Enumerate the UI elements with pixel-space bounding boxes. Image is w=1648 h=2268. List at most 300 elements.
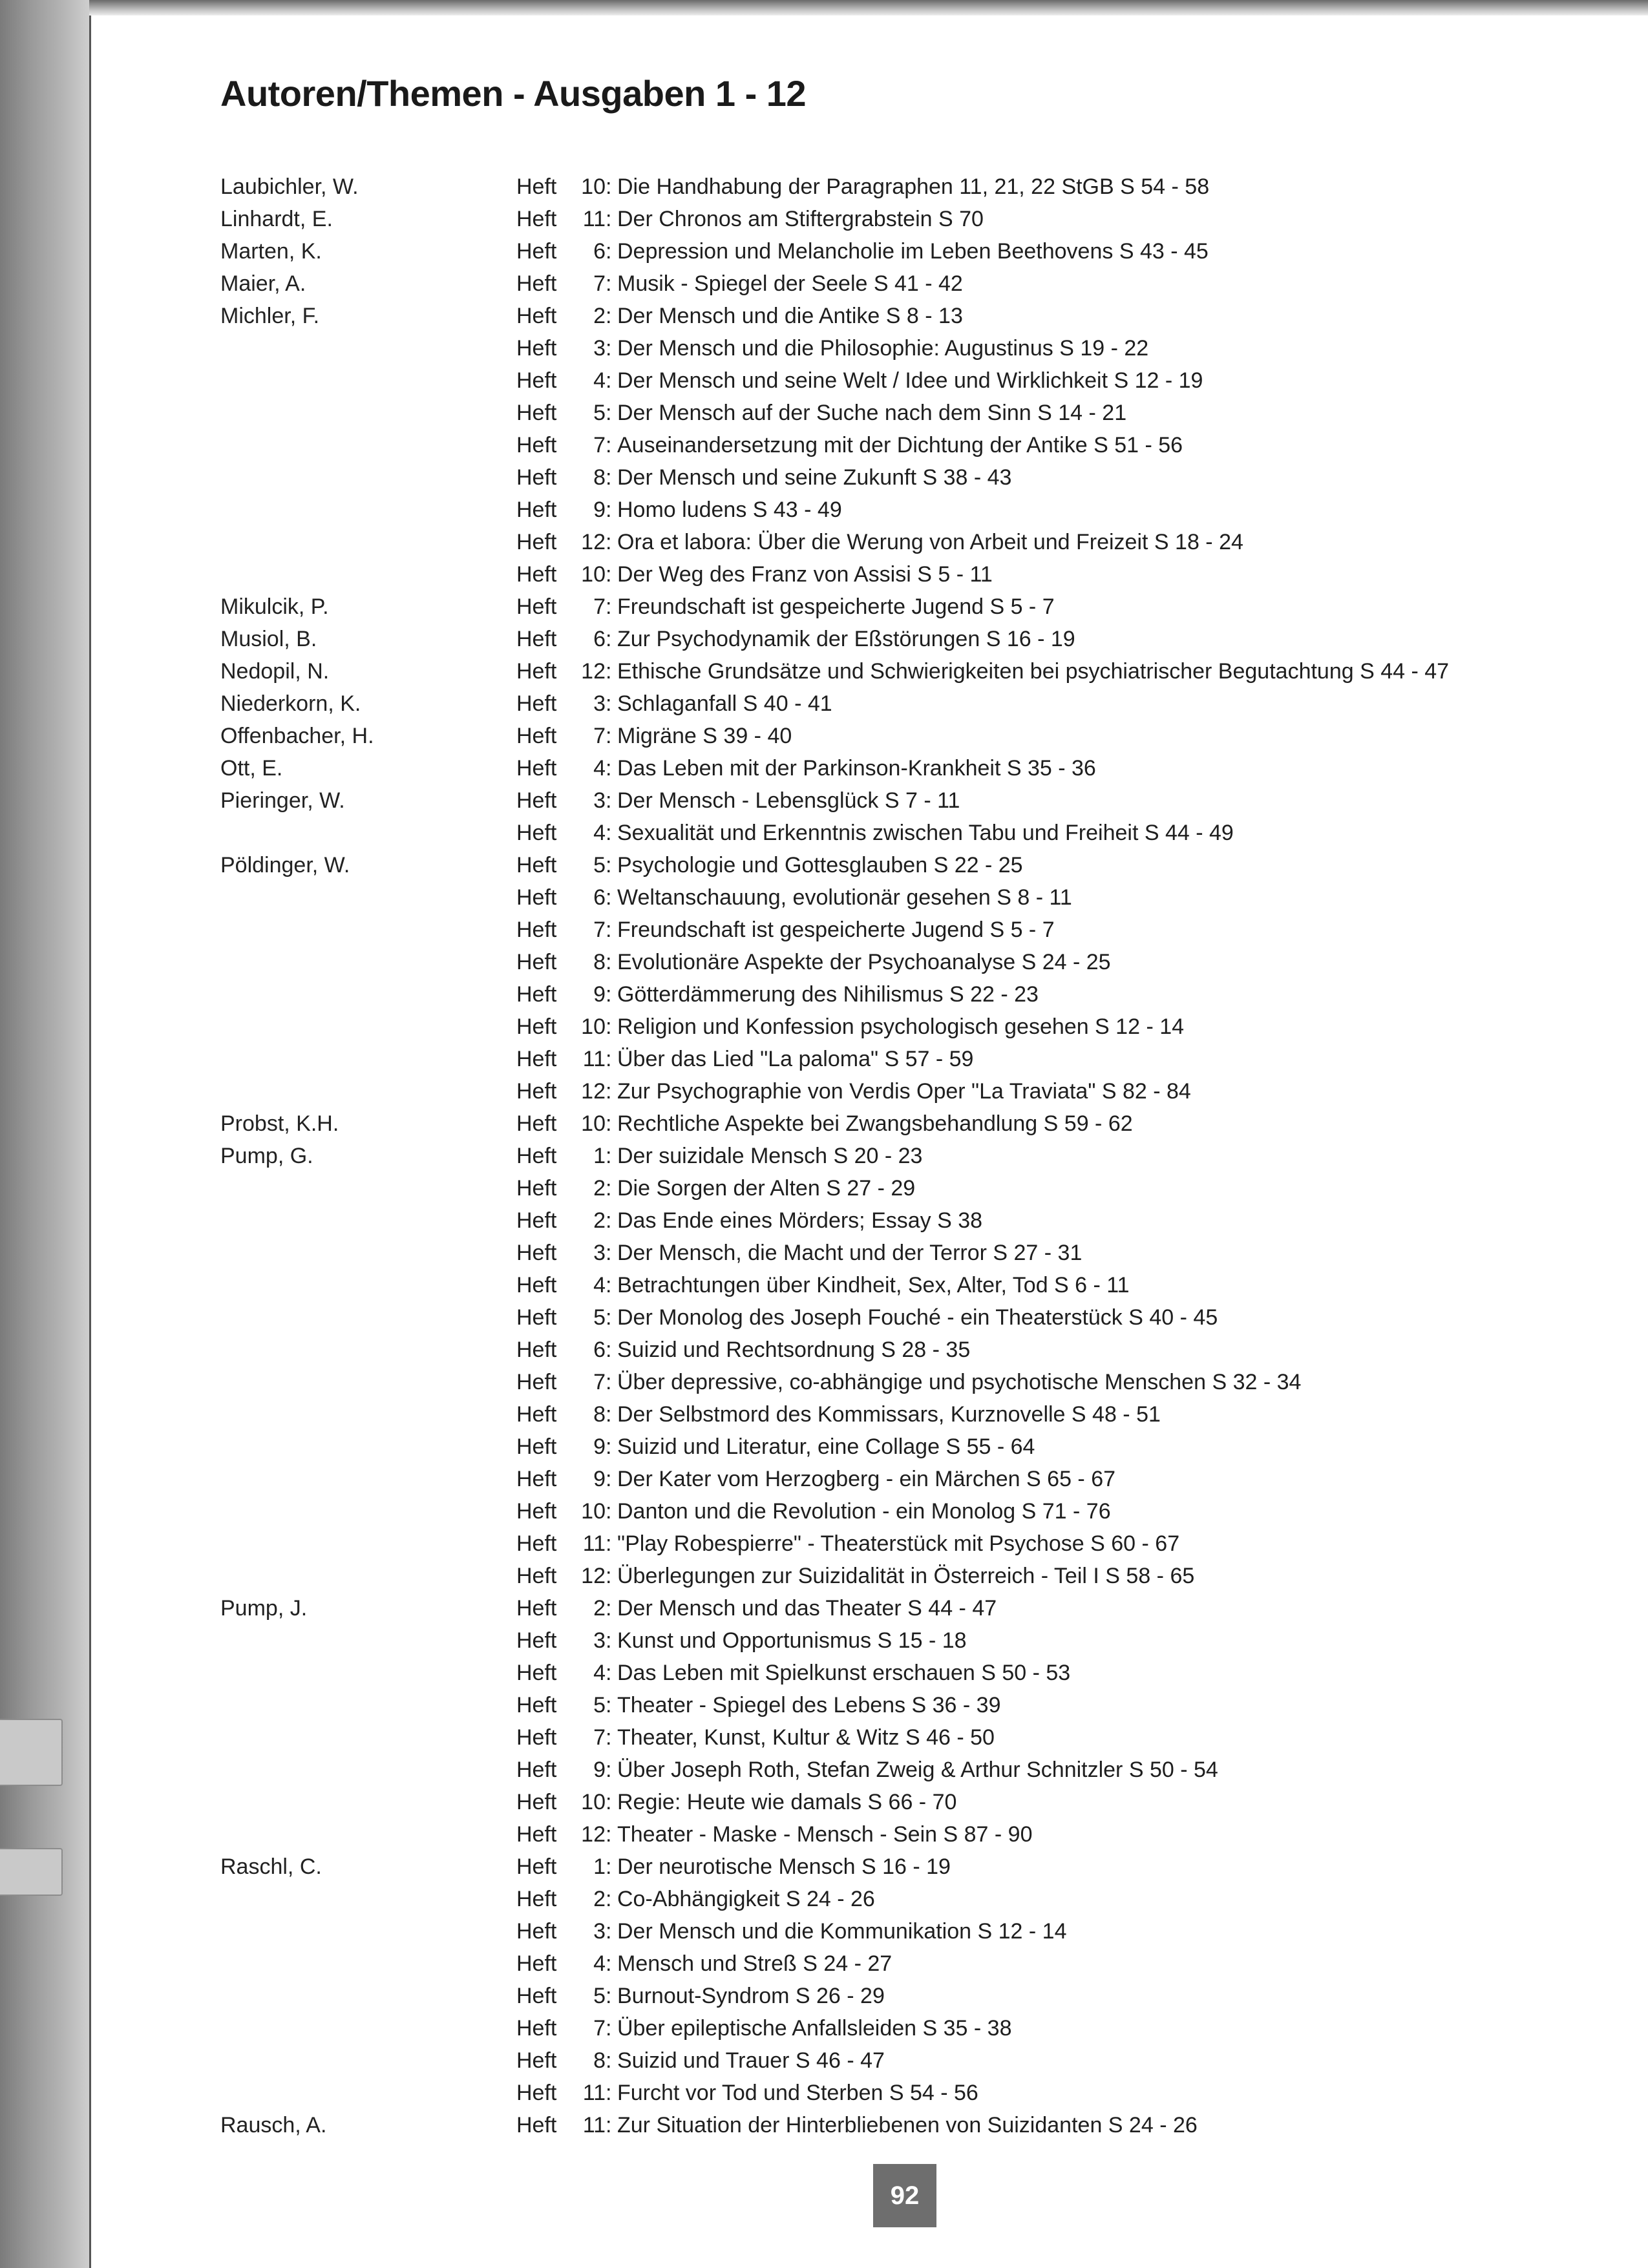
heft-label: Heft bbox=[516, 1434, 557, 1459]
index-row bbox=[220, 752, 1616, 784]
colon-separator: : bbox=[606, 2048, 612, 2073]
heft-label: Heft bbox=[516, 465, 557, 490]
colon-separator: : bbox=[606, 465, 612, 490]
index-row bbox=[220, 946, 1616, 978]
heft-number: 4 bbox=[593, 1661, 606, 1685]
index-row bbox=[220, 2044, 1616, 2077]
author-name bbox=[220, 914, 516, 946]
author-name: Pieringer, W. bbox=[220, 788, 345, 813]
heft-label: Heft bbox=[516, 1984, 557, 2008]
article-title: Theater - Maske - Mensch - Sein S 87 - 90 bbox=[617, 1822, 1033, 1847]
author-name: Probst, K.H. bbox=[220, 1111, 339, 1136]
index-row bbox=[220, 914, 1616, 946]
article-title: Der Mensch auf der Suche nach dem Sinn S 14 - 21 bbox=[617, 401, 1127, 425]
author-name bbox=[220, 558, 516, 591]
article-title: Furcht vor Tod und Sterben S 54 - 56 bbox=[617, 2081, 978, 2105]
heft-number: 6 bbox=[593, 1338, 606, 1362]
heft-label: Heft bbox=[516, 594, 557, 619]
heft-number: 7 bbox=[593, 724, 606, 748]
index-row bbox=[220, 1883, 1616, 1915]
author-name bbox=[220, 1398, 516, 1431]
colon-separator: : bbox=[606, 1144, 612, 1168]
heft-label: Heft bbox=[516, 562, 557, 587]
heft-label: Heft bbox=[516, 1402, 557, 1427]
index-row bbox=[220, 881, 1616, 914]
colon-separator: : bbox=[606, 1887, 612, 1911]
index-row bbox=[220, 1786, 1616, 1818]
author-name bbox=[220, 1754, 516, 1786]
heft-label: Heft bbox=[516, 1208, 557, 1233]
article-title: Schlaganfall S 40 - 41 bbox=[617, 691, 832, 716]
index-row bbox=[220, 397, 1616, 429]
index-row bbox=[220, 2012, 1616, 2044]
heft-label: Heft bbox=[516, 1790, 557, 1814]
article-title: Die Sorgen der Alten S 27 - 29 bbox=[617, 1176, 916, 1201]
index-row bbox=[220, 1140, 1616, 1172]
index-row bbox=[220, 235, 1616, 268]
article-title: Theater - Spiegel des Lebens S 36 - 39 bbox=[617, 1693, 1001, 1717]
colon-separator: : bbox=[606, 1079, 612, 1104]
author-name bbox=[220, 397, 516, 429]
heft-number: 12 bbox=[581, 659, 606, 684]
index-row bbox=[220, 429, 1616, 461]
author-name bbox=[220, 1011, 516, 1043]
index-row bbox=[220, 1818, 1616, 1851]
article-title: Burnout-Syndrom S 26 - 29 bbox=[617, 1984, 885, 2008]
heft-label: Heft bbox=[516, 1854, 557, 1879]
colon-separator: : bbox=[606, 2016, 612, 2041]
colon-separator: : bbox=[606, 659, 612, 684]
article-title: Der Mensch und die Philosophie: Augustinus S 19 - 22 bbox=[617, 336, 1149, 361]
article-title: Co-Abhängigkeit S 24 - 26 bbox=[617, 1887, 875, 1911]
author-name bbox=[220, 364, 516, 397]
index-row bbox=[220, 1334, 1616, 1366]
article-title: Auseinandersetzung mit der Dichtung der Antike S 51 - 56 bbox=[617, 433, 1183, 457]
article-title: Musik - Spiegel der Seele S 41 - 42 bbox=[617, 271, 963, 296]
article-title: Die Handhabung der Paragraphen 11, 21, 22 StGB S 54 - 58 bbox=[617, 174, 1210, 199]
index-row bbox=[220, 364, 1616, 397]
index-row bbox=[220, 1172, 1616, 1204]
heft-label: Heft bbox=[516, 982, 557, 1007]
article-title: Mensch und Streß S 24 - 27 bbox=[617, 1951, 893, 1976]
author-name bbox=[220, 1043, 516, 1075]
index-row bbox=[220, 494, 1616, 526]
author-name bbox=[220, 881, 516, 914]
colon-separator: : bbox=[606, 562, 612, 587]
index-row bbox=[220, 1851, 1616, 1883]
article-title: Der Mensch und seine Zukunft S 38 - 43 bbox=[617, 465, 1012, 490]
author-name bbox=[220, 1721, 516, 1754]
heft-label: Heft bbox=[516, 401, 557, 425]
scan-edge-left bbox=[0, 0, 89, 2268]
heft-number: 7 bbox=[593, 594, 606, 619]
heft-number: 5 bbox=[593, 1305, 606, 1330]
article-title: Betrachtungen über Kindheit, Sex, Alter, Tod S 6 - 11 bbox=[617, 1273, 1130, 1297]
colon-separator: : bbox=[606, 724, 612, 748]
index-row bbox=[220, 784, 1616, 817]
page-title: Autoren/Themen - Ausgaben 1 - 12 bbox=[220, 73, 807, 114]
heft-number: 7 bbox=[593, 1370, 606, 1394]
article-title: Der Mensch und seine Welt / Idee und Wirklichkeit S 12 - 19 bbox=[617, 368, 1203, 393]
heft-label: Heft bbox=[516, 627, 557, 651]
heft-number: 4 bbox=[593, 756, 606, 781]
colon-separator: : bbox=[606, 433, 612, 457]
page-number-badge: 92 bbox=[873, 2164, 936, 2227]
index-row bbox=[220, 1495, 1616, 1528]
heft-number: 9 bbox=[593, 982, 606, 1007]
heft-number: 3 bbox=[593, 1628, 606, 1653]
author-name bbox=[220, 1915, 516, 1948]
heft-number: 5 bbox=[593, 853, 606, 877]
article-title: Freundschaft ist gespeicherte Jugend S 5 - 7 bbox=[617, 594, 1055, 619]
heft-number: 9 bbox=[593, 1434, 606, 1459]
heft-label: Heft bbox=[516, 1531, 557, 1556]
colon-separator: : bbox=[606, 1402, 612, 1427]
author-name bbox=[220, 2044, 516, 2077]
scan-edge-top bbox=[89, 0, 1648, 16]
author-name bbox=[220, 1495, 516, 1528]
colon-separator: : bbox=[606, 239, 612, 264]
heft-label: Heft bbox=[516, 1241, 557, 1265]
heft-number: 8 bbox=[593, 465, 606, 490]
author-name bbox=[220, 1366, 516, 1398]
author-name: Maier, A. bbox=[220, 271, 306, 296]
colon-separator: : bbox=[606, 1564, 612, 1588]
heft-number: 5 bbox=[593, 1984, 606, 2008]
colon-separator: : bbox=[606, 1176, 612, 1201]
index-row bbox=[220, 591, 1616, 623]
heft-label: Heft bbox=[516, 885, 557, 910]
heft-label: Heft bbox=[516, 1596, 557, 1621]
colon-separator: : bbox=[606, 982, 612, 1007]
binding-tab-upper bbox=[0, 1719, 63, 1786]
colon-separator: : bbox=[606, 1951, 612, 1976]
article-title: Zur Situation der Hinterbliebenen von Suizidanten S 24 - 26 bbox=[617, 2113, 1198, 2137]
heft-number: 10 bbox=[581, 1014, 606, 1039]
colon-separator: : bbox=[606, 2113, 612, 2137]
colon-separator: : bbox=[606, 1338, 612, 1362]
heft-label: Heft bbox=[516, 1758, 557, 1782]
heft-number: 1 bbox=[593, 1144, 606, 1168]
index-row bbox=[220, 1689, 1616, 1721]
heft-label: Heft bbox=[516, 1822, 557, 1847]
heft-number: 2 bbox=[593, 1176, 606, 1201]
heft-label: Heft bbox=[516, 1951, 557, 1976]
author-name bbox=[220, 1075, 516, 1108]
article-title: Der Mensch, die Macht und der Terror S 27 - 31 bbox=[617, 1241, 1083, 1265]
author-name bbox=[220, 978, 516, 1011]
author-name bbox=[220, 526, 516, 558]
index-row bbox=[220, 1592, 1616, 1624]
heft-label: Heft bbox=[516, 271, 557, 296]
colon-separator: : bbox=[606, 1693, 612, 1717]
colon-separator: : bbox=[606, 853, 612, 877]
heft-label: Heft bbox=[516, 2081, 557, 2105]
heft-number: 3 bbox=[593, 336, 606, 361]
heft-number: 9 bbox=[593, 1758, 606, 1782]
heft-number: 6 bbox=[593, 885, 606, 910]
heft-label: Heft bbox=[516, 1338, 557, 1362]
colon-separator: : bbox=[606, 207, 612, 231]
binding-tab-lower bbox=[0, 1848, 63, 1896]
index-row bbox=[220, 1754, 1616, 1786]
colon-separator: : bbox=[606, 401, 612, 425]
author-name: Musiol, B. bbox=[220, 627, 317, 651]
author-name bbox=[220, 2012, 516, 2044]
heft-number: 5 bbox=[593, 401, 606, 425]
article-title: Der suizidale Mensch S 20 - 23 bbox=[617, 1144, 923, 1168]
article-title: Theater, Kunst, Kultur & Witz S 46 - 50 bbox=[617, 1725, 995, 1750]
article-title: "Play Robespierre" - Theaterstück mit Psychose S 60 - 67 bbox=[617, 1531, 1180, 1556]
colon-separator: : bbox=[606, 1047, 612, 1071]
heft-label: Heft bbox=[516, 918, 557, 942]
author-name bbox=[220, 1948, 516, 1980]
author-name bbox=[220, 1204, 516, 1237]
colon-separator: : bbox=[606, 530, 612, 554]
heft-label: Heft bbox=[516, 1499, 557, 1524]
colon-separator: : bbox=[606, 1499, 612, 1524]
index-row bbox=[220, 655, 1616, 688]
index-row bbox=[220, 1269, 1616, 1301]
author-name: Laubichler, W. bbox=[220, 174, 359, 199]
heft-label: Heft bbox=[516, 368, 557, 393]
index-row bbox=[220, 1463, 1616, 1495]
article-title: Homo ludens S 43 - 49 bbox=[617, 498, 842, 522]
heft-number: 11 bbox=[582, 2113, 606, 2137]
index-row bbox=[220, 849, 1616, 881]
author-name: Pöldinger, W. bbox=[220, 853, 350, 877]
heft-label: Heft bbox=[516, 691, 557, 716]
index-row bbox=[220, 1948, 1616, 1980]
author-name bbox=[220, 1689, 516, 1721]
author-name: Offenbacher, H. bbox=[220, 724, 374, 748]
author-name bbox=[220, 1818, 516, 1851]
article-title: Über Joseph Roth, Stefan Zweig & Arthur Schnitzler S 50 - 54 bbox=[617, 1758, 1218, 1782]
heft-label: Heft bbox=[516, 724, 557, 748]
article-title: Der Weg des Franz von Assisi S 5 - 11 bbox=[617, 562, 993, 587]
article-title: Über epileptische Anfallsleiden S 35 - 38 bbox=[617, 2016, 1012, 2041]
author-name: Ott, E. bbox=[220, 756, 283, 781]
heft-label: Heft bbox=[516, 821, 557, 845]
article-title: Sexualität und Erkenntnis zwischen Tabu und Freiheit S 44 - 49 bbox=[617, 821, 1234, 845]
author-name: Michler, F. bbox=[220, 304, 320, 328]
index-row bbox=[220, 268, 1616, 300]
colon-separator: : bbox=[606, 1790, 612, 1814]
colon-separator: : bbox=[606, 821, 612, 845]
author-name bbox=[220, 1172, 516, 1204]
colon-separator: : bbox=[606, 918, 612, 942]
heft-label: Heft bbox=[516, 1014, 557, 1039]
article-title: Suizid und Rechtsordnung S 28 - 35 bbox=[617, 1338, 971, 1362]
article-title: Freundschaft ist gespeicherte Jugend S 5 - 7 bbox=[617, 918, 1055, 942]
author-name bbox=[220, 1560, 516, 1592]
heft-number: 12 bbox=[581, 1079, 606, 1104]
heft-label: Heft bbox=[516, 756, 557, 781]
heft-label: Heft bbox=[516, 1176, 557, 1201]
heft-label: Heft bbox=[516, 1370, 557, 1394]
colon-separator: : bbox=[606, 1273, 612, 1297]
article-title: Das Leben mit der Parkinson-Krankheit S 35 - 36 bbox=[617, 756, 1096, 781]
colon-separator: : bbox=[606, 1305, 612, 1330]
colon-separator: : bbox=[606, 304, 612, 328]
article-title: Rechtliche Aspekte bei Zwangsbehandlung S 59 - 62 bbox=[617, 1111, 1133, 1136]
heft-number: 10 bbox=[581, 1790, 606, 1814]
colon-separator: : bbox=[606, 271, 612, 296]
article-title: Psychologie und Gottesglauben S 22 - 25 bbox=[617, 853, 1023, 877]
index-row bbox=[220, 300, 1616, 332]
heft-label: Heft bbox=[516, 1467, 557, 1491]
author-name bbox=[220, 1980, 516, 2012]
author-name bbox=[220, 1528, 516, 1560]
document-page bbox=[89, 16, 1648, 2268]
heft-label: Heft bbox=[516, 853, 557, 877]
heft-number: 12 bbox=[581, 530, 606, 554]
heft-label: Heft bbox=[516, 950, 557, 974]
heft-label: Heft bbox=[516, 1725, 557, 1750]
article-title: Evolutionäre Aspekte der Psychoanalyse S 24 - 25 bbox=[617, 950, 1111, 974]
article-title: Suizid und Literatur, eine Collage S 55 - 64 bbox=[617, 1434, 1035, 1459]
article-title: Kunst und Opportunismus S 15 - 18 bbox=[617, 1628, 967, 1653]
heft-label: Heft bbox=[516, 1079, 557, 1104]
article-title: Der Mensch - Lebensglück S 7 - 11 bbox=[617, 788, 960, 813]
index-row bbox=[220, 1237, 1616, 1269]
article-title: Migräne S 39 - 40 bbox=[617, 724, 792, 748]
author-name: Pump, G. bbox=[220, 1144, 313, 1168]
article-title: Der Mensch und die Kommunikation S 12 - 14 bbox=[617, 1919, 1067, 1944]
author-name: Marten, K. bbox=[220, 239, 322, 264]
heft-number: 7 bbox=[593, 2016, 606, 2041]
heft-label: Heft bbox=[516, 498, 557, 522]
heft-label: Heft bbox=[516, 1047, 557, 1071]
article-title: Götterdämmerung des Nihilismus S 22 - 23 bbox=[617, 982, 1039, 1007]
article-title: Danton und die Revolution - ein Monolog S 71 - 76 bbox=[617, 1499, 1111, 1524]
index-row bbox=[220, 1980, 1616, 2012]
index-row bbox=[220, 1915, 1616, 1948]
index-row bbox=[220, 558, 1616, 591]
heft-label: Heft bbox=[516, 1887, 557, 1911]
index-row bbox=[220, 1657, 1616, 1689]
colon-separator: : bbox=[606, 2081, 612, 2105]
heft-label: Heft bbox=[516, 1693, 557, 1717]
heft-label: Heft bbox=[516, 788, 557, 813]
heft-number: 3 bbox=[593, 1241, 606, 1265]
article-title: Das Ende eines Mörders; Essay S 38 bbox=[617, 1208, 983, 1233]
colon-separator: : bbox=[606, 174, 612, 199]
article-title: Über das Lied "La paloma" S 57 - 59 bbox=[617, 1047, 974, 1071]
heft-number: 4 bbox=[593, 1951, 606, 1976]
article-title: Suizid und Trauer S 46 - 47 bbox=[617, 2048, 885, 2073]
colon-separator: : bbox=[606, 627, 612, 651]
heft-number: 10 bbox=[581, 562, 606, 587]
colon-separator: : bbox=[606, 885, 612, 910]
article-title: Depression und Melancholie im Leben Beethovens S 43 - 45 bbox=[617, 239, 1209, 264]
heft-label: Heft bbox=[516, 1919, 557, 1944]
heft-label: Heft bbox=[516, 1564, 557, 1588]
author-index-list bbox=[220, 171, 1616, 2141]
heft-number: 1 bbox=[593, 1854, 606, 1879]
heft-number: 11 bbox=[582, 2081, 606, 2105]
heft-label: Heft bbox=[516, 207, 557, 231]
heft-label: Heft bbox=[516, 1628, 557, 1653]
author-name: Mikulcik, P. bbox=[220, 594, 329, 619]
heft-number: 7 bbox=[593, 918, 606, 942]
heft-number: 11 bbox=[582, 1047, 606, 1071]
heft-number: 2 bbox=[593, 304, 606, 328]
author-name bbox=[220, 1334, 516, 1366]
colon-separator: : bbox=[606, 336, 612, 361]
colon-separator: : bbox=[606, 1531, 612, 1556]
author-name bbox=[220, 1624, 516, 1657]
heft-label: Heft bbox=[516, 1111, 557, 1136]
colon-separator: : bbox=[606, 1758, 612, 1782]
heft-number: 8 bbox=[593, 2048, 606, 2073]
index-row bbox=[220, 978, 1616, 1011]
heft-number: 8 bbox=[593, 1402, 606, 1427]
heft-number: 3 bbox=[593, 1919, 606, 1944]
colon-separator: : bbox=[606, 1596, 612, 1621]
heft-label: Heft bbox=[516, 239, 557, 264]
article-title: Regie: Heute wie damals S 66 - 70 bbox=[617, 1790, 957, 1814]
index-row bbox=[220, 688, 1616, 720]
heft-label: Heft bbox=[516, 2113, 557, 2137]
heft-label: Heft bbox=[516, 2016, 557, 2041]
heft-number: 11 bbox=[582, 207, 606, 231]
heft-label: Heft bbox=[516, 1305, 557, 1330]
index-row bbox=[220, 1721, 1616, 1754]
heft-number: 6 bbox=[593, 627, 606, 651]
colon-separator: : bbox=[606, 1208, 612, 1233]
index-row bbox=[220, 1043, 1616, 1075]
author-name bbox=[220, 1269, 516, 1301]
heft-number: 8 bbox=[593, 950, 606, 974]
author-name: Niederkorn, K. bbox=[220, 691, 361, 716]
heft-label: Heft bbox=[516, 174, 557, 199]
heft-number: 4 bbox=[593, 821, 606, 845]
heft-number: 10 bbox=[581, 174, 606, 199]
index-row bbox=[220, 2077, 1616, 2109]
heft-label: Heft bbox=[516, 336, 557, 361]
author-name bbox=[220, 946, 516, 978]
colon-separator: : bbox=[606, 1854, 612, 1879]
colon-separator: : bbox=[606, 1467, 612, 1491]
colon-separator: : bbox=[606, 368, 612, 393]
heft-number: 3 bbox=[593, 788, 606, 813]
heft-number: 7 bbox=[593, 1725, 606, 1750]
heft-number: 5 bbox=[593, 1693, 606, 1717]
article-title: Religion und Konfession psychologisch gesehen S 12 - 14 bbox=[617, 1014, 1185, 1039]
author-name bbox=[220, 817, 516, 849]
heft-number: 2 bbox=[593, 1208, 606, 1233]
heft-label: Heft bbox=[516, 659, 557, 684]
colon-separator: : bbox=[606, 1370, 612, 1394]
author-name bbox=[220, 461, 516, 494]
author-name: Nedopil, N. bbox=[220, 659, 330, 684]
author-name bbox=[220, 332, 516, 364]
author-name bbox=[220, 1786, 516, 1818]
colon-separator: : bbox=[606, 691, 612, 716]
article-title: Der Mensch und die Antike S 8 - 13 bbox=[617, 304, 963, 328]
heft-number: 9 bbox=[593, 498, 606, 522]
article-title: Der Monolog des Joseph Fouché - ein Theaterstück S 40 - 45 bbox=[617, 1305, 1218, 1330]
colon-separator: : bbox=[606, 594, 612, 619]
colon-separator: : bbox=[606, 788, 612, 813]
heft-label: Heft bbox=[516, 1144, 557, 1168]
author-name bbox=[220, 1301, 516, 1334]
heft-number: 2 bbox=[593, 1887, 606, 1911]
index-row bbox=[220, 1431, 1616, 1463]
heft-label: Heft bbox=[516, 2048, 557, 2073]
author-name: Rausch, A. bbox=[220, 2113, 327, 2137]
